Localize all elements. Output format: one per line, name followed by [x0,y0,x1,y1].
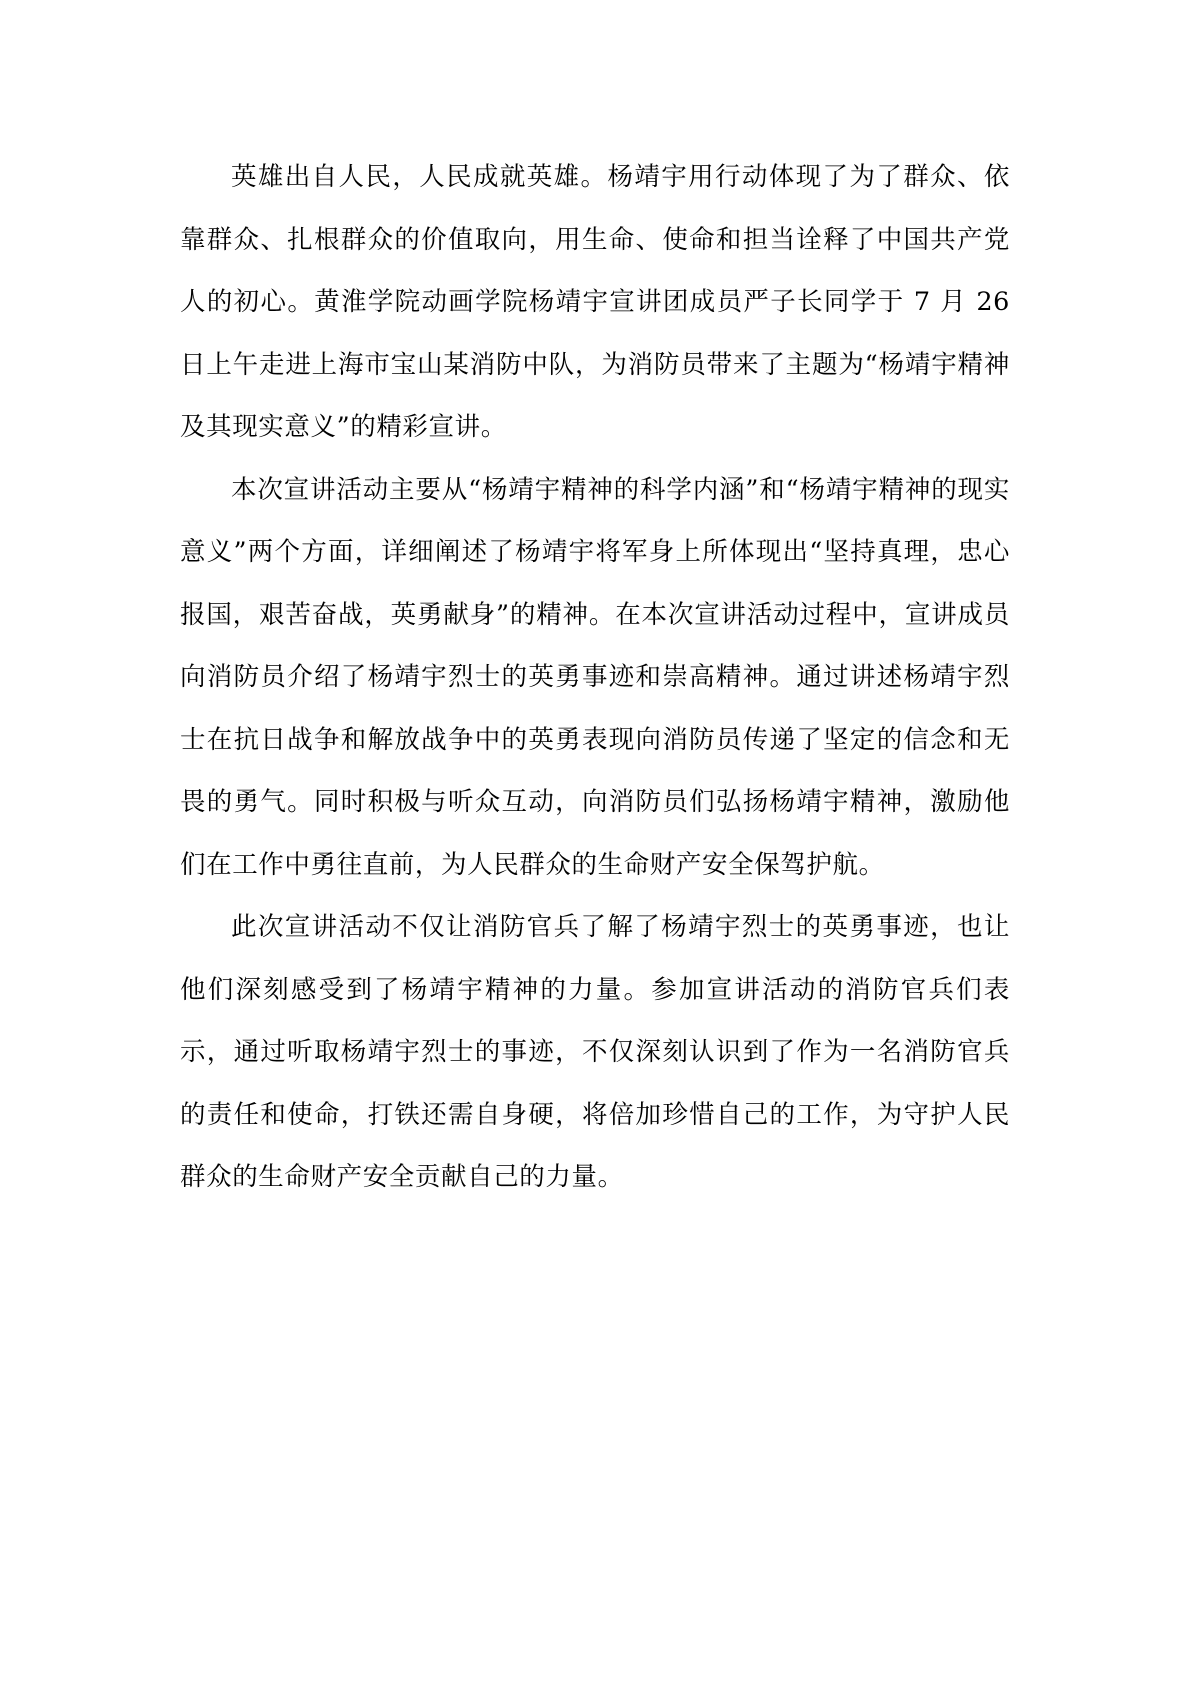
paragraph-1: 英雄出自人民，人民成就英雄。杨靖宇用行动体现了为了群众、依靠群众、扎根群众的价值取向，用生命、使命和担当诠释了中国共产党人的初心。黄淮学院动画学院杨靖宇宣讲团成员严子长同学于 7 月 26 日上午走进上海市宝山某消防中队，为消防员带来了主题为“杨靖宇精神及其现实意义”的精彩宣讲。 [180,162,1010,442]
document-body [180,146,1010,1209]
paragraph-2: 本次宣讲活动主要从“杨靖宇精神的科学内涵”和“杨靖宇精神的现实意义”两个方面，详细阐述了杨靖宇将军身上所体现出“坚持真理，忠心报国，艰苦奋战，英勇献身”的精神。在本次宣讲活动过程中，宣讲成员向消防员介绍了杨靖宇烈士的英勇事迹和崇高精神。通过讲述杨靖宇烈士在抗日战争和解放战争中的英勇表现向消防员传递了坚定的信念和无畏的勇气。同时积极与听众互动，向消防员们弘扬杨靖宇精神，激励他们在工作中勇往直前，为人民群众的生命财产安全保驾护航。 [180,474,1010,880]
paragraph-3: 此次宣讲活动不仅让消防官兵了解了杨靖宇烈士的英勇事迹，也让他们深刻感受到了杨靖宇精神的力量。参加宣讲活动的消防官兵们表示，通过听取杨靖宇烈士的事迹，不仅深刻认识到了作为一名消防官兵的责任和使命，打铁还需自身硬，将倍加珍惜自己的工作，为守护人民群众的生命财产安全贡献自己的力量。 [180,912,1010,1192]
